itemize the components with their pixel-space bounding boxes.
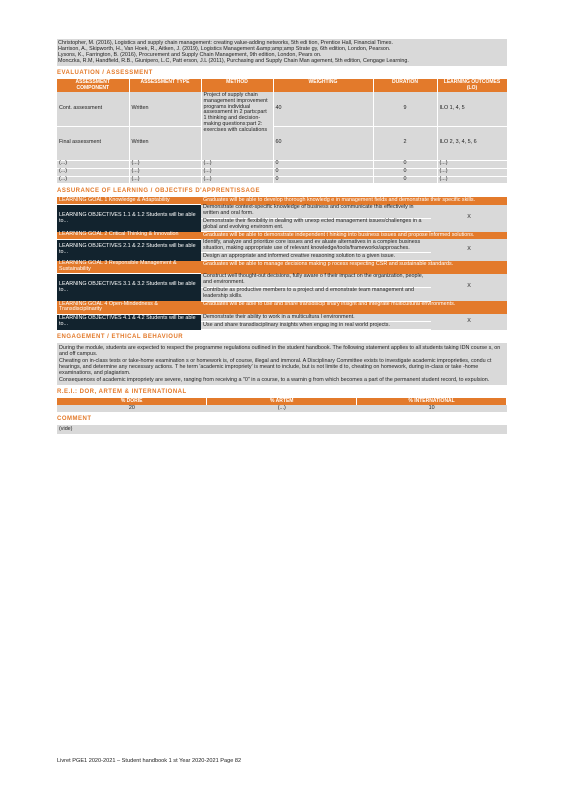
evaluation-title: EVALUATION / ASSESSMENT xyxy=(57,70,153,77)
rei-value-row xyxy=(57,405,507,412)
objective-item: Demonstrate their ability to work in a multicultura l environment. xyxy=(201,314,431,321)
cell-lo: (...) xyxy=(437,160,507,168)
objective-row xyxy=(57,239,507,252)
table-row xyxy=(57,176,507,184)
reference-item: Monczka, R.M, Handfield, R.B., Giunipero, L.C, Patt erson, J.L (2011), Purchasing and Supply Chain Man agement, 5th edition, Cengage Learning. xyxy=(58,58,409,65)
header-component: ASSESSMENT COMPONENT xyxy=(57,79,129,92)
cell-component: (...) xyxy=(57,160,129,168)
assurance-title: ASSURANCE OF LEARNING / OBJECTIFS D'APPRENTISSAGE xyxy=(57,188,260,195)
cell-component: Final assessment xyxy=(57,126,129,160)
page-footer: Livret PGE1 2020-2021 – Student handbook 1 st Year 2020-2021 Page 82 xyxy=(57,758,242,764)
objective-row xyxy=(57,314,507,321)
cell-lo: (...) xyxy=(437,176,507,184)
objective-mark: X xyxy=(431,274,507,301)
assurance-table xyxy=(57,197,507,330)
goal-description: Graduates will be able to develop thorough knowledg e in management fields and demonstrate their specific skills. xyxy=(201,197,507,204)
cell-duration: 0 xyxy=(373,160,437,168)
goal-label: LEARNING GOAL 4 Open-Mindedness & Transdisciplinarity xyxy=(57,301,201,314)
goal-description: Graduates will be able to demonstrate independent t hinking into business issues and propose informed solutions. xyxy=(201,232,507,239)
cell-type: Written xyxy=(129,126,201,160)
cell-weighting: 0 xyxy=(273,160,373,168)
table-row xyxy=(57,92,507,126)
cell-type: (...) xyxy=(129,176,201,184)
value-artem: (...) xyxy=(207,405,357,412)
cell-lo: ILO 2, 3, 4, 5, 6 xyxy=(437,126,507,160)
cell-lo: ILO 1, 4, 5 xyxy=(437,92,507,126)
cell-method: (...) xyxy=(201,168,273,176)
comment-box: (vide) xyxy=(57,425,507,434)
objective-item: Use and share transdisciplinary insights when engag ing in real world projects. xyxy=(201,322,431,330)
cell-component: Cont. assessment xyxy=(57,92,129,126)
objective-mark: X xyxy=(431,205,507,232)
value-international: 10 xyxy=(357,405,507,412)
goal-description: Graduates will be able to use and share transdiscip linary insight and integrate multicultural environments. xyxy=(201,301,507,314)
rei-title: R.E.I.: DOR, ARTEM & INTERNATIONAL xyxy=(57,389,187,396)
objective-item: Demonstrate their flexibility in dealing with unexp ected management issues/challenges in a global and evolving environm ent. xyxy=(201,218,431,232)
goal-label: LEARNING GOAL 3 Responsible Management & Sustainability xyxy=(57,261,201,274)
objective-item: Design an appropriate and informed creative reasoning solution to a given issue. xyxy=(201,253,431,261)
objective-row xyxy=(57,205,507,218)
objective-item: Construct well thought-out decisions, fully aware o f their impact on the organization, people, and environment. xyxy=(201,274,431,287)
reference-item: Lysons, K., Farrington, B. (2016), Procurement and Supply Chain Management, 9th edition, London, Pears on. xyxy=(58,52,322,59)
goal-label: LEARNING GOAL 1 Knowledge & Adaptability xyxy=(57,197,201,204)
reference-item: Harrison, A., Skipworth, H., Van Hoek, R., Aitken, J. (2019), Logistics Management &amp;amp;amp Strate gy, 6th edition, London, Pearson. xyxy=(58,46,391,53)
cell-method: (...) xyxy=(201,160,273,168)
objective-item: Demonstrate context-specific knowledge of business and communicate this effectively in written and oral form. xyxy=(201,205,431,218)
cell-weighting: 60 xyxy=(273,126,373,160)
header-learning-outcomes: LEARNING OUTCOMES (LO) xyxy=(437,79,507,92)
header-international: % INTERNATIONAL xyxy=(357,398,507,405)
cell-duration: 2 xyxy=(373,126,437,160)
engagement-paragraph: Consequences of academic impropriety are severe, ranging from receiving a "0" in a course, to a warnin g from which becomes a part of the permanent student record, to expulsion. xyxy=(59,376,490,383)
cell-type: (...) xyxy=(129,168,201,176)
cell-method: Project of supply chain management improvement programs individual assessment in 2 parts:part 1 thinking and decision-making questions:part 2: exercises with calculations xyxy=(201,92,273,160)
header-method: METHOD xyxy=(201,79,273,92)
objective-item: Identify, analyze and prioritize core issues and ev aluate alternatives in a complex business situation, making appropriate use of relevant knowledge/tools/frameworks/approaches. xyxy=(201,239,431,252)
goal-label: LEARNING GOAL 2 Critical Thinking & Innovation xyxy=(57,232,201,239)
header-type: ASSESSMENT TYPE xyxy=(129,79,201,92)
cell-type: (...) xyxy=(129,160,201,168)
cell-duration: 9 xyxy=(373,92,437,126)
objective-row xyxy=(57,274,507,287)
objectives-label: LEARNING OBJECTIVES 2.1 & 2.2 Students will be able to... xyxy=(57,239,201,260)
header-weighting: WEIGHTING xyxy=(273,79,373,92)
rei-table xyxy=(57,398,507,412)
cell-type: Written xyxy=(129,92,201,126)
cell-lo: (...) xyxy=(437,168,507,176)
objectives-label: LEARNING OBJECTIVES 3.1 & 3.2 Students will be able to... xyxy=(57,274,201,301)
cell-component: (...) xyxy=(57,168,129,176)
header-duration: DURATION xyxy=(373,79,437,92)
value-dorie: 20 xyxy=(57,405,207,412)
cell-duration: 0 xyxy=(373,168,437,176)
evaluation-header-row xyxy=(57,79,507,92)
objectives-label: LEARNING OBJECTIVES 4.1 & 4.2 Students will be able to... xyxy=(57,314,201,329)
cell-method: (...) xyxy=(201,176,273,184)
table-row xyxy=(57,160,507,168)
engagement-paragraph: Cheating on in-class tests or take-home examination s or homework is, of course, illegal and immoral. A Disciplinary Committee exists to investigate academic improprieties, condu ct hearings, and determine any necessary actions. T he term 'academic impropriety' is meant to include, but is not limite d to, cheating on homework, during in-class or take -home examinations, and plagiarism. xyxy=(59,357,492,376)
references-block xyxy=(57,39,507,66)
evaluation-table xyxy=(57,79,508,184)
engagement-paragraph: During the module, students are expected to respect the programme regulations outlined in the student handbook. The following statement applies to all students taking IDN course s, on and off campus. xyxy=(59,345,501,358)
objectives-label: LEARNING OBJECTIVES 1.1 & 1.2 Students will be able to... xyxy=(57,205,201,232)
goal-description: Graduates will be able to manage decisions making p rocess respecting CSR and sustainable standards. xyxy=(201,261,507,274)
table-row xyxy=(57,168,507,176)
engagement-text xyxy=(57,343,507,385)
cell-duration: 0 xyxy=(373,176,437,184)
engagement-title: ENGAGEMENT / ETHICAL BEHAVIOUR xyxy=(57,334,184,341)
page-content xyxy=(57,39,507,434)
cell-component: (...) xyxy=(57,176,129,184)
objective-mark: X xyxy=(431,239,507,260)
header-dorie: % DORIE xyxy=(57,398,207,405)
header-artem: % ARTEM xyxy=(207,398,357,405)
cell-weighting: 0 xyxy=(273,168,373,176)
table-row xyxy=(57,126,507,160)
cell-weighting: 40 xyxy=(273,92,373,126)
reference-item: Christopher, M. (2016), Logistics and supply chain management: creating value-adding networks, 5th edi tion, Prentice Hall, Financial Times. xyxy=(58,40,393,46)
objective-mark: X xyxy=(431,314,507,329)
goal-row xyxy=(57,261,507,274)
comment-title: COMMENT xyxy=(57,416,92,422)
goal-row xyxy=(57,301,507,314)
objective-item: Contribute as productive members to a project and d emonstrate team management and leadership skills. xyxy=(201,287,431,301)
cell-weighting: 0 xyxy=(273,176,373,184)
